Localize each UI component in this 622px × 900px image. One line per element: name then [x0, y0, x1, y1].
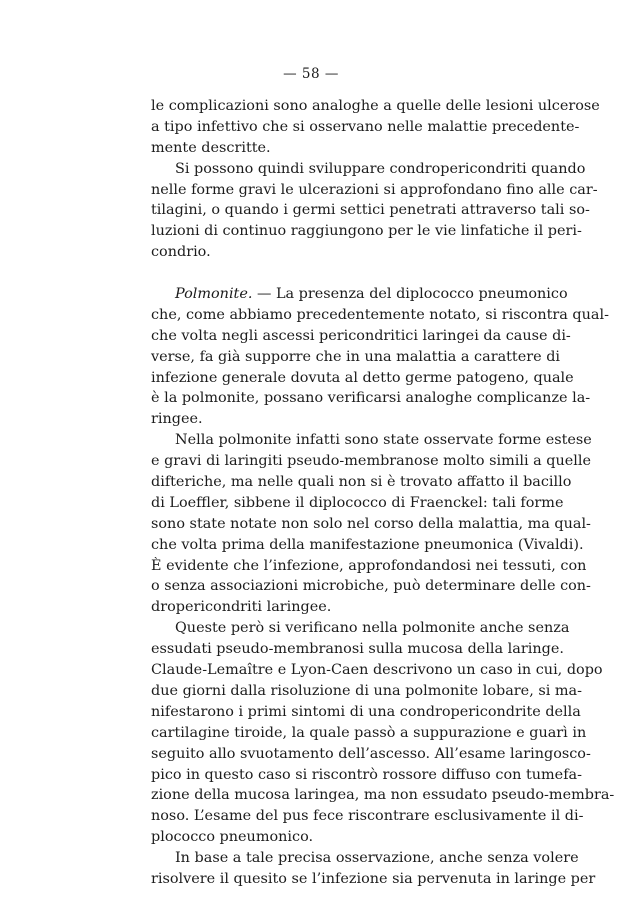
text-line: ringee.	[151, 411, 203, 428]
text-line: seguito allo svuotamento dell’ascesso. All’esame laringosco-	[151, 745, 591, 762]
text-line: essudati pseudo-membranosi sulla mucosa della laringe.	[151, 641, 564, 658]
text-line: Si possono quindi sviluppare condropericondriti quando	[175, 160, 586, 177]
text-line: nelle forme gravi le ulcerazioni si approfondano fino alle car-	[151, 181, 598, 198]
text-line: le complicazioni sono analoghe a quelle delle lesioni ulcerose	[151, 98, 600, 114]
page-number: — 58 —	[283, 66, 339, 82]
text-line: noso. L’esame del pus fece riscontrare esclusivamente il di-	[151, 808, 584, 825]
text-line: zione della mucosa laringea, ma non essudato pseudo-membra-	[151, 787, 615, 804]
text-line: a tipo infettivo che si osservano nelle malattie precedente-	[151, 118, 580, 135]
section-heading: Polmonite.	[175, 286, 253, 303]
text-line: mente descritte.	[151, 139, 271, 156]
text-line: Claude-Lemaître e Lyon-Caen descrivono un caso in cui, dopo	[151, 662, 603, 679]
section-polmonite	[151, 284, 609, 430]
text-line: di Loeffler, sibbene il diplococco di Fraenckel: tali forme	[151, 494, 564, 511]
text-line: In base a tale precisa osservazione, anche senza volere	[175, 850, 579, 867]
text-line: che volta negli ascessi pericondritici laringei da cause di-	[151, 327, 571, 344]
text-line: nifestarono i primi sintomi di una condropericondrite della	[151, 703, 581, 720]
text-line: Nella polmonite infatti sono state osservate forme estese	[175, 432, 592, 449]
text-line: o senza associazioni microbiche, può determinare delle con-	[151, 578, 591, 595]
text-line: che, come abbiamo precedentemente notato, si riscontra qual-	[151, 306, 609, 323]
text-line: risolvere il quesito se l’infezione sia pervenuta in laringe per	[151, 870, 596, 887]
body-text	[151, 96, 615, 890]
text-line: difteriche, ma nelle quali non si è trovato affatto il bacillo	[151, 474, 572, 491]
text-line: condrio.	[151, 244, 211, 261]
text-line: verse, fa già supporre che in una malattia a carattere di	[151, 348, 561, 365]
text-line: cartilagine tiroide, la quale passò a suppurazione e guarì in	[151, 724, 587, 741]
paragraph	[151, 96, 600, 159]
text-line: plococco pneumonico.	[151, 829, 314, 846]
paragraph	[151, 848, 596, 890]
text-line: infezione generale dovuta al detto germe patogeno, quale	[151, 369, 574, 386]
heading-line-text: — La presenza del diplococco pneumonico	[257, 286, 568, 303]
text-line	[151, 284, 568, 305]
text-line: e gravi di laringiti pseudo-membranose molto simili a quelle	[151, 453, 591, 470]
text-line: Queste però si verificano nella polmonite anche senza	[175, 620, 570, 637]
text-line: dropericondriti laringee.	[151, 599, 332, 616]
text-line: È evidente che l’infezione, approfondandosi nei tessuti, con	[151, 557, 587, 574]
text-line: due giorni dalla risoluzione di una polmonite lobare, si ma-	[151, 682, 582, 699]
text-line: luzioni di continuo raggiungono per le vie linfatiche il peri-	[151, 223, 582, 240]
text-line: sono state notate non solo nel corso della malattia, ma qual-	[151, 515, 591, 532]
text-line: è la polmonite, possano verificarsi analoghe complicanze la-	[151, 390, 591, 407]
section-gap	[151, 263, 543, 284]
paragraph	[151, 430, 592, 618]
paragraph	[151, 159, 598, 263]
text-line: pico in questo caso si riscontrò rossore diffuso con tumefa-	[151, 766, 582, 783]
paragraph	[151, 618, 615, 848]
text-line: tilagini, o quando i germi settici penetrati attraverso tali so-	[151, 202, 590, 219]
text-line: che volta prima della manifestazione pneumonica (Vivaldi).	[151, 536, 584, 553]
